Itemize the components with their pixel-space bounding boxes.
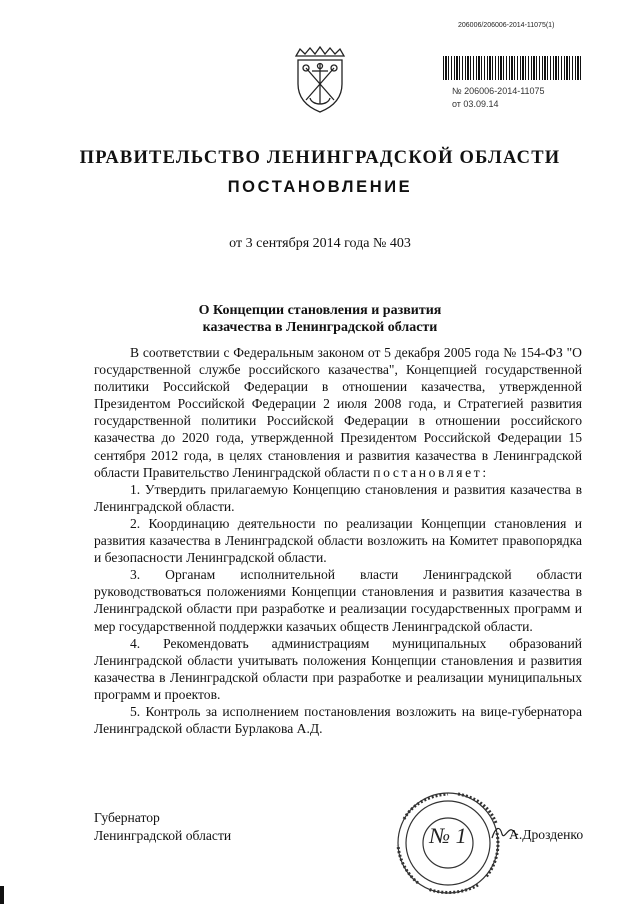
registration-date: от 03.09.14 [452, 99, 499, 109]
document-subject [0, 302, 640, 336]
signer-title-line: Ленинградской области [94, 828, 232, 843]
signer-title [94, 809, 231, 845]
decree-item: 2. Координацию деятельности по реализации Концепции становления и развития казачества в Ленинградской области возложить на Комитет правопорядка и безопасности Ленинградской области. [94, 515, 582, 566]
scan-edge-mark [0, 886, 4, 904]
document-date: от 3 сентября 2014 года № 403 [229, 236, 411, 251]
decree-item: 4. Рекомендовать администрациям муниципальных образований Ленинградской области учитывать положения Концепции становления и развития казачества в Ленинградской области при разработке и реализации муниципальных программ и проектов. [94, 635, 582, 702]
document-body [94, 344, 582, 737]
registration-number: № 206006-2014-11075 [452, 86, 545, 96]
signer-title-line: Губернатор [94, 810, 160, 825]
decrees-word: постановляет: [373, 464, 489, 480]
preamble-paragraph [94, 344, 582, 481]
seal-number: № 1 [429, 823, 467, 848]
barcode [443, 56, 583, 80]
document-reference: 206006/206006-2014-11075(1) [458, 22, 555, 29]
subject-line: О Концепции становления и развития [198, 303, 442, 318]
decree-item: 3. Органам исполнительной власти Ленинградской области руководствоваться положениями Концепции становления и развития казачества в Ленинградской области при разработке и реализации государственных программ и мер государственной поддержки казачьих обществ Ленинградской области. [94, 567, 582, 634]
decree-item: 5. Контроль за исполнением постановления возложить на вице-губернатора Ленинградской области Бурлакова А.Д. [94, 703, 582, 737]
signer-name: А.Дрозденко [509, 827, 584, 842]
document-type: ПОСТАНОВЛЕНИЕ [227, 178, 413, 196]
decree-item: 1. Утвердить прилагаемую Концепцию становления и развития казачества в Ленинградской области. [94, 481, 582, 514]
preamble-text: В соответствии с Федеральным законом от 5 декабря 2005 года № 154-ФЗ "О государственной службе российского казачества", Концепцией государственной политики Российской Федерации в отношении казачества, утвержденной Президентом Российской Федерации 2 июля 2008 года, и Стратегией развития государственной политики Российской Федерации в отношении российского казачества до 2020 года, утвержденной Президентом Российской Федерации 15 сентября 2012 года, в целях становления и развития казачества в Ленинградской области Правительство Ленинградской области [94, 345, 582, 480]
subject-line: казачества в Ленинградской области [202, 320, 438, 335]
government-title: ПРАВИТЕЛЬСТВО ЛЕНИНГРАДСКОЙ ОБЛАСТИ [79, 148, 561, 168]
coat-of-arms-icon [290, 44, 350, 114]
